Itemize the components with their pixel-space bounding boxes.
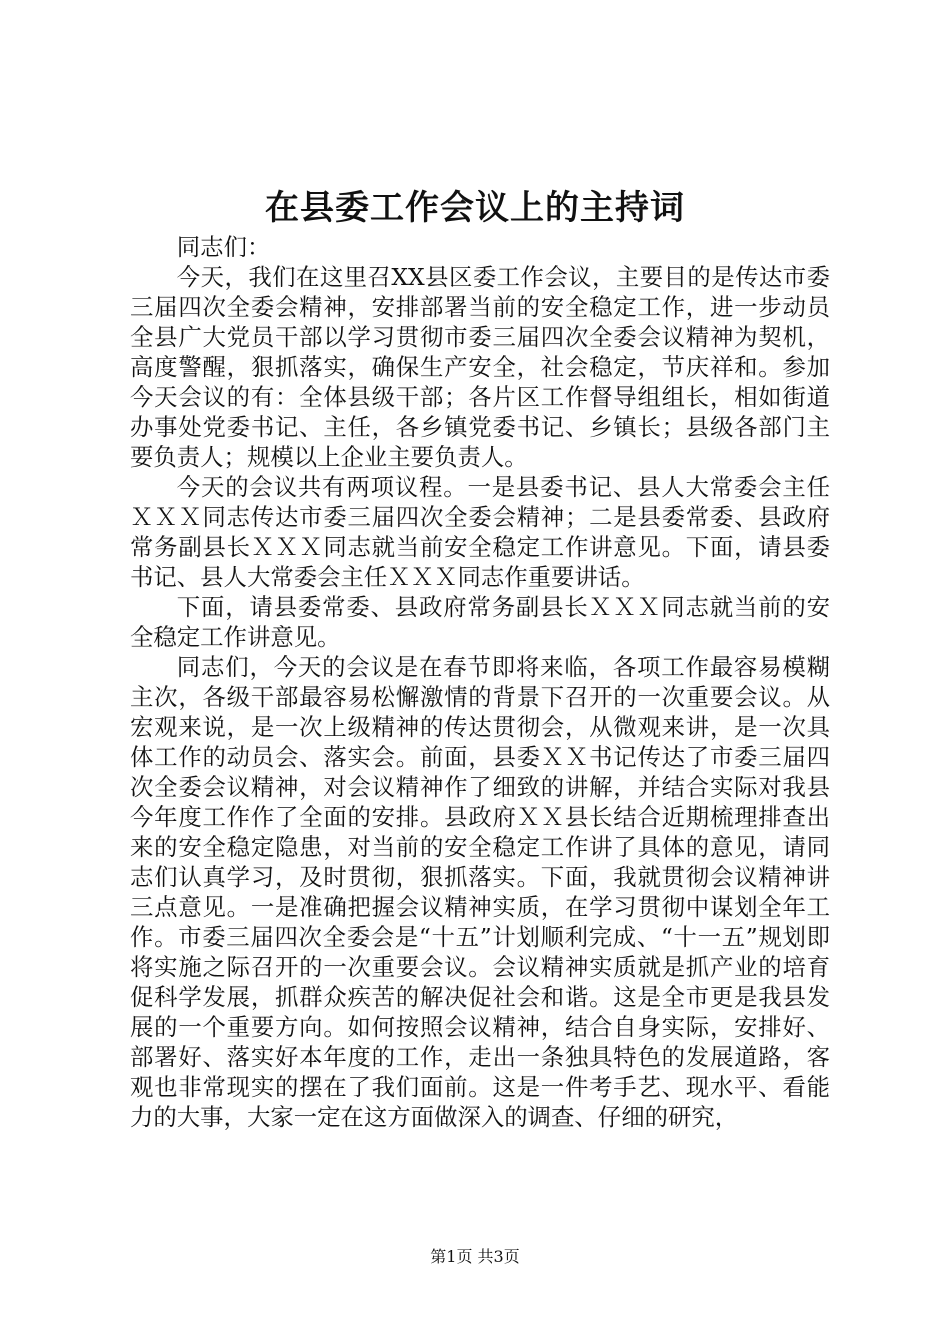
document-title: 在县委工作会议上的主持词 <box>265 188 685 228</box>
paragraph-4: 同志们，今天的会议是在春节即将来临，各项工作最容易模糊主次，各级干部最容易松懈激情的背景下召开的一次重要会议。从宏观来说，是一次上级精神的传达贯彻会，从微观来讲，是一次具体工作的动员会、落实会。前面，县委ＸＸ书记传达了市委三届四次全委会议精神，对会议精神作了细致的讲解，并结合实际对我县今年度工作作了全面的安排。县政府ＸＸ县长结合近期梳理排查出来的安全稳定隐患，对当前的安全稳定工作讲了具体的意见，请同志们认真学习，及时贯彻，狠抓落实。下面，我就贯彻会议精神讲三点意见。一是准确把握会议精神实质，在学习贯彻中谋划全年工作。市委三届四次全委会是“十五”计划顺利完成、“十一五”规划即将实施之际召开的一次重要会议。会议精神实质就是抓产业的培育促科学发展，抓群众疾苦的解决促社会和谐。这是全市更是我县发展的一个重要方向。如何按照会议精神，结合自身实际，安排好、部署好、落实好本年度的工作，走出一条独具特色的发展道路，客观也非常现实的摆在了我们面前。这是一件考手艺、现水平、看能力的大事，大家一定在这方面做深入的调查、仔细的研究， <box>130 653 830 1131</box>
salutation: 同志们： <box>176 233 271 261</box>
paragraph-1: 今天，我们在这里召XX县区委工作会议，主要目的是传达市委三届四次全委会精神，安排部署当前的安全稳定工作，进一步动员全县广大党员干部以学习贯彻市委三届四次全委会议精神为契机，高度警醒，狠抓落实，确保生产安全，社会稳定，节庆祥和。参加今天会议的有：全体县级干部；各片区工作督导组组长，相如街道办事处党委书记、主任，各乡镇党委书记、乡镇长；县级各部门主要负责人；规模以上企业主要负责人。 <box>130 263 830 471</box>
page-footer: 第1页 共3页 <box>430 1247 520 1266</box>
paragraph-3: 下面，请县委常委、县政府常务副县长ＸＸＸ同志就当前的安全稳定工作讲意见。 <box>130 593 830 651</box>
document-body <box>130 232 830 1132</box>
paragraph-2: 今天的会议共有两项议程。一是县委书记、县人大常委会主任ＸＸＸ同志传达市委三届四次全委会精神；二是县委常委、县政府常务副县长ＸＸＸ同志就当前安全稳定工作讲意见。下面，请县委书记、县人大常委会主任ＸＸＸ同志作重要讲话。 <box>130 473 830 591</box>
